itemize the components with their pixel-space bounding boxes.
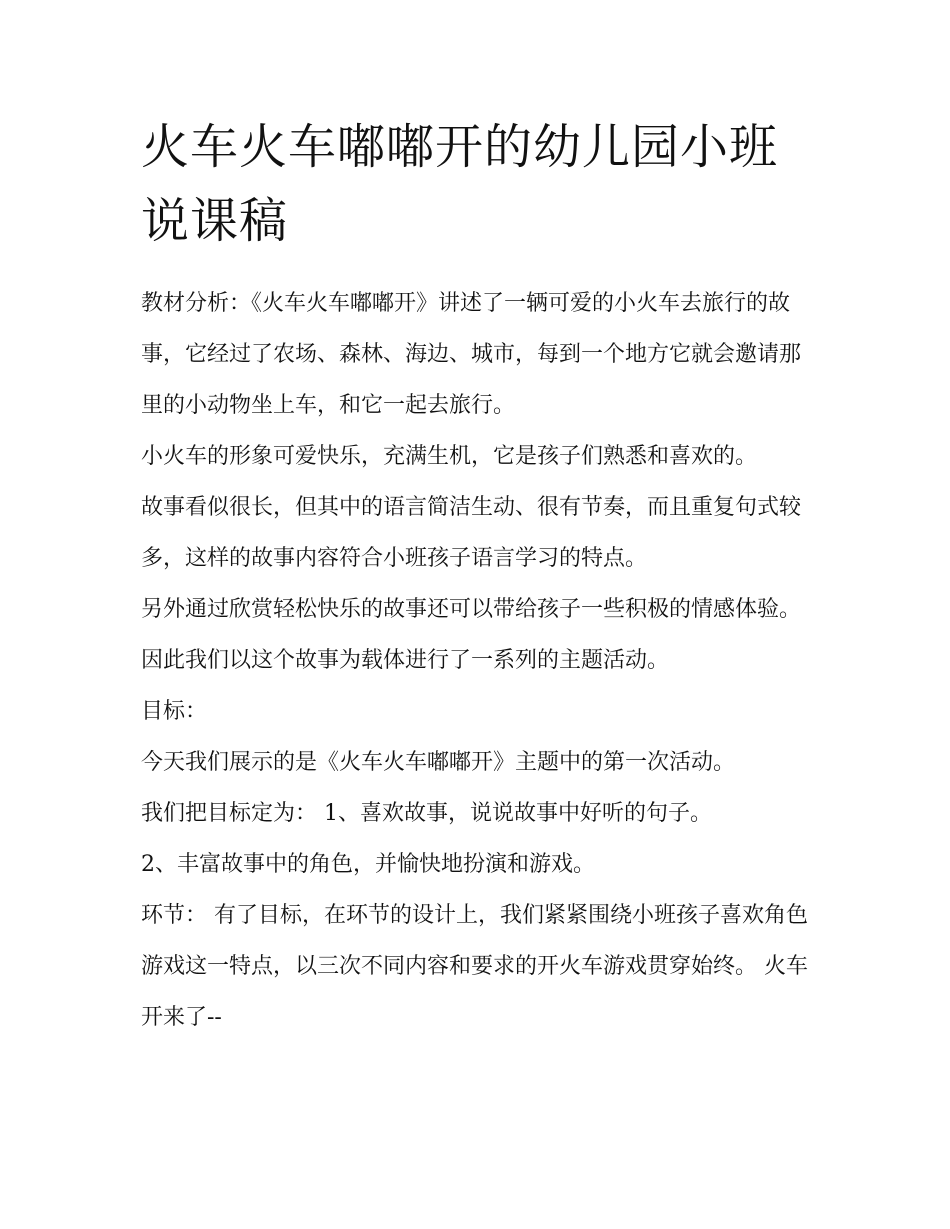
document-title: 火车火车嘟嘟开的幼儿园小班说课稿 [141, 119, 779, 249]
paragraph-steps: 环节： 有了目标，在环节的设计上，我们紧紧围绕小班孩子喜欢角色游戏这一特点，以三次不同内容和要求的开火车游戏贯穿始终。 火车开来了-- [141, 903, 808, 1030]
paragraph-train-image: 小火车的形象可爱快乐，充满生机，它是孩子们熟悉和喜欢的。 [141, 444, 758, 469]
paragraph-story-language: 故事看似很长，但其中的语言简洁生动、很有节奏，而且重复句式较多，这样的故事内容符合小班孩子语言学习的特点。 [141, 495, 802, 571]
paragraph-emotional-experience: 另外通过欣赏轻松快乐的故事还可以带给孩子一些积极的情感体验。因此我们以这个故事为载体进行了一系列的主题活动。 [141, 597, 802, 673]
paragraph-goal-2: 2、丰富故事中的角色，并愉快地扮演和游戏。 [141, 852, 595, 877]
paragraph-goals-heading: 目标： [141, 699, 208, 724]
paragraph-goal-1: 我们把目标定为： 1、喜欢故事，说说故事中好听的句子。 [141, 801, 712, 826]
paragraph-materials-analysis: 教材分析：《火车火车嘟嘟开》讲述了一辆可爱的小火车去旅行的故事，它经过了农场、森林、海边、城市，每到一个地方它就会邀请那里的小动物坐上车，和它一起去旅行。 [141, 291, 802, 418]
document-page [141, 110, 813, 1043]
paragraph-first-activity: 今天我们展示的是《火车火车嘟嘟开》主题中的第一次活动。 [141, 750, 736, 775]
